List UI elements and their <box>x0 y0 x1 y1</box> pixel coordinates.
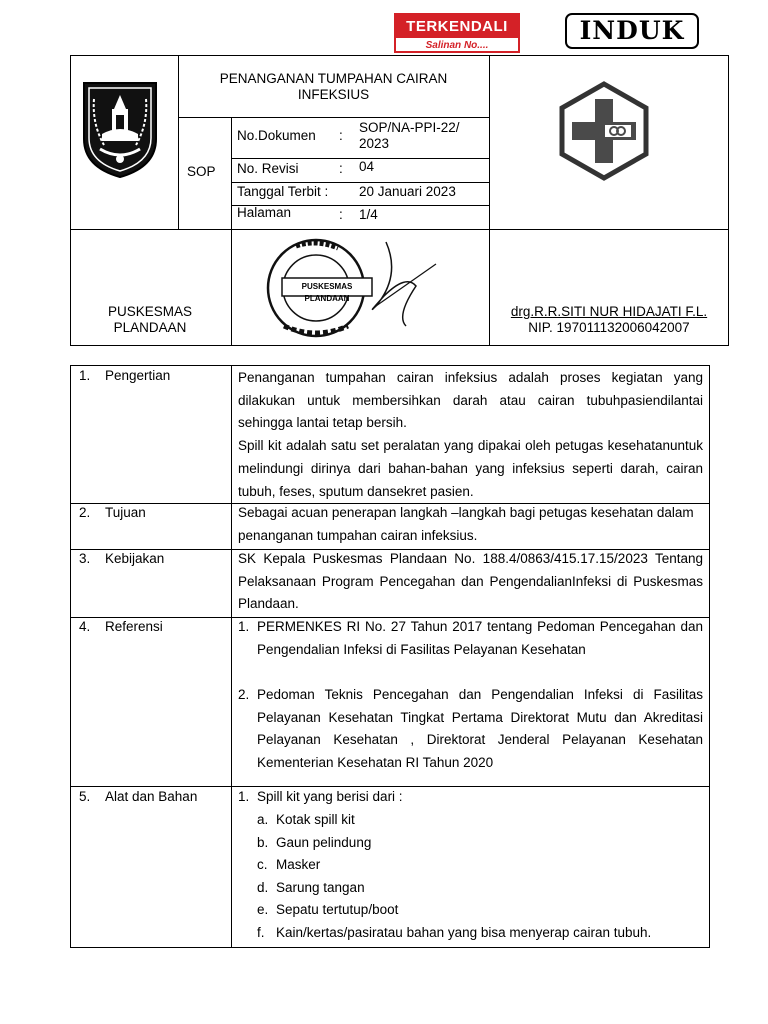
alat-item-b: Gaun pelindung <box>276 835 372 850</box>
sop-header-table <box>70 55 729 346</box>
health-cross-logo <box>558 81 650 181</box>
colon-2: : <box>339 161 343 176</box>
marker-e: e. <box>257 902 269 917</box>
regency-logo <box>80 79 160 179</box>
ref-item-1: PERMENKES RI No. 27 Tahun 2017 tentang Pedoman Pencegahan dan Pengendalian Infeksi di Fasilitas Pelayanan Kesehatan <box>257 619 703 657</box>
halaman-label: Halaman <box>237 205 292 220</box>
induk-stamp: INDUK <box>565 13 699 49</box>
no-dokumen-value: SOP/NA-PPI-22/ 2023 <box>359 120 460 151</box>
section-1-content <box>238 367 703 503</box>
no-revisi-label: No. Revisi <box>237 161 299 176</box>
alat-item-a: Kotak spill kit <box>276 812 355 827</box>
section-4-label: Referensi <box>105 619 163 634</box>
ref-2-marker: 2. <box>238 687 250 702</box>
alat-1-marker: 1. <box>238 789 250 804</box>
institution-name: PUSKESMAS PLANDAAN <box>107 304 193 335</box>
section-2-content: Sebagai acuan penerapan langkah –langkah bagi petugas kesehatan dalam penanganan tumpahan cairan infeksius. <box>238 505 694 543</box>
signer-block <box>490 304 728 336</box>
signer-name: drg.R.R.SITI NUR HIDAJATI F.L. <box>510 304 708 319</box>
section-3-number: 3. <box>79 551 91 566</box>
section-1-label: Pengertian <box>105 368 171 383</box>
no-revisi-value: 04 <box>359 159 375 174</box>
marker-f: f. <box>257 925 265 940</box>
section-4-number: 4. <box>79 619 91 634</box>
alat-item-c: Masker <box>276 857 321 872</box>
section-1-paragraph-1: Penanganan tumpahan cairan infeksius adalah proses kegiatan yang dilakukan untuk membersihkan darah atau cairan tubuhpasiendilantai sehingga lantai tetap bersih. <box>238 370 703 431</box>
section-5-label: Alat dan Bahan <box>105 789 198 804</box>
sop-content-table <box>70 365 710 948</box>
colon-1: : <box>339 128 343 143</box>
colon-3: : <box>339 207 343 222</box>
marker-c: c. <box>257 857 268 872</box>
alat-intro: Spill kit yang berisi dari : <box>257 789 403 804</box>
terkendali-text: TERKENDALI <box>396 15 518 38</box>
sop-title: PENANGANAN TUMPAHAN CAIRAN INFEKSIUS <box>219 71 448 102</box>
alat-item-e: Sepatu tertutup/boot <box>276 902 399 917</box>
section-3-label: Kebijakan <box>105 551 165 566</box>
tanggal-label: Tanggal Terbit : <box>237 184 329 199</box>
marker-a: a. <box>257 812 269 827</box>
section-1-number: 1. <box>79 368 91 383</box>
halaman-value: 1/4 <box>359 207 378 222</box>
section-1-paragraph-2: Spill kit adalah satu set peralatan yang dipakai oleh petugas kesehatanuntuk melindungi dirinya dari bahan-bahan yang infeksius seperti darah, cairan tubuh, feses, sputum dansekret pasien. <box>238 438 703 499</box>
section-3-content: SK Kepala Puskesmas Plandaan No. 188.4/0863/415.17.15/2023 Tentang Pelaksanaan Program Pencegahan dan PengendalianInfeksi di Puskesmas Plandaan. <box>238 551 703 612</box>
alat-item-f: Kain/kertas/pasiratau bahan yang bisa menyerap cairan tubuh. <box>276 925 652 940</box>
salinan-text: Salinan No.... <box>425 40 489 51</box>
seal-center-text: PUSKESMAS PLANDAAN <box>301 282 353 303</box>
section-2-number: 2. <box>79 505 91 520</box>
alat-item-d: Sarung tangan <box>276 880 365 895</box>
sop-label: SOP <box>187 164 216 179</box>
tanggal-value: 20 Januari 2023 <box>359 184 456 199</box>
marker-b: b. <box>257 835 269 850</box>
no-dokumen-label: No.Dokumen <box>237 128 316 143</box>
signer-nip: NIP. 197011132006042007 <box>528 320 690 335</box>
ref-1-marker: 1. <box>238 619 250 634</box>
section-5-number: 5. <box>79 789 91 804</box>
official-seal <box>256 236 446 340</box>
marker-d: d. <box>257 880 269 895</box>
section-2-label: Tujuan <box>105 505 146 520</box>
terkendali-stamp <box>394 13 520 53</box>
ref-item-2: Pedoman Teknis Pencegahan dan Pengendalian Infeksi di Fasilitas Pelayanan Kesehatan Tingkat Pertama Direktorat Mutu dan Akreditasi Pelayanan Kesehatan , Direktorat Jenderal Pelayanan Kesehatan Kementerian Kesehatan RI Tahun 2020 <box>257 687 703 771</box>
